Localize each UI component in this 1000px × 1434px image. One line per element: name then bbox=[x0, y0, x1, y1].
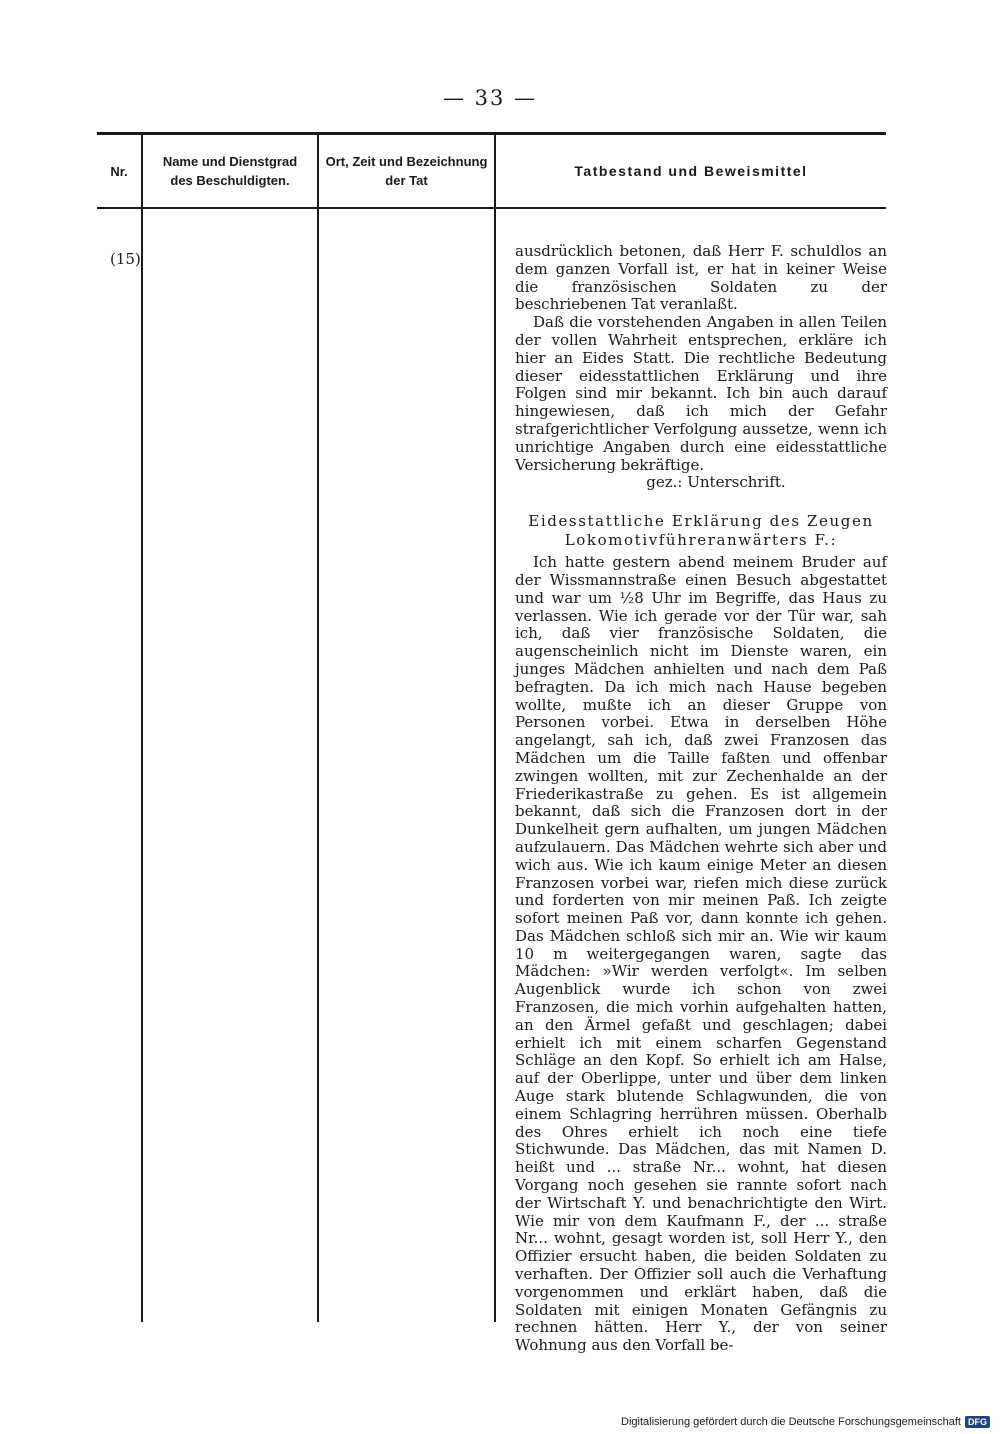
header-nr-label: Nr. bbox=[110, 163, 128, 179]
declaration-heading-line1: Eidesstattliche Erklärung des Zeugen bbox=[528, 512, 874, 531]
header-nr bbox=[97, 135, 141, 207]
declaration-heading bbox=[515, 512, 887, 550]
column-divider-3 bbox=[494, 134, 496, 1322]
header-name-line1: Name und Dienstgrad bbox=[162, 154, 298, 169]
row-number: (15) bbox=[110, 250, 141, 268]
header-name bbox=[143, 135, 317, 207]
header-tatbestand bbox=[496, 135, 886, 207]
page-number: — 33 — bbox=[442, 86, 538, 110]
dfg-logo: DFG bbox=[965, 1416, 990, 1428]
declaration-heading-line2: Lokomotivführeranwärters F.: bbox=[564, 531, 838, 550]
header-tatbestand-label: Tatbestand und Beweismittel bbox=[574, 162, 808, 179]
header-name-line2: des Beschuldigten. bbox=[170, 173, 290, 188]
digitization-credit-text: Digitalisierung gefördert durch die Deutsche Forschungsgemeinschaft bbox=[621, 1416, 961, 1428]
column-divider-1 bbox=[141, 134, 143, 1322]
header-bottom-rule bbox=[97, 207, 886, 209]
paragraph-3: Ich hatte gestern abend meinem Bruder auf der Wissmannstraße einen Besuch abgestattet und war um ½8 Uhr im Begriffe, das Haus zu verlassen. Wie ich gerade vor der Tür war, sah ich, daß vier französische Soldaten, die augenscheinlich nicht im Dienste waren, ein junges Mädchen anhielten und nach dem Paß befragten. Da ich mich nach Hause begeben wollte, mußte ich an dieser Gruppe von Personen vorbei. Etwa in derselben Höhe angelangt, sah ich, daß zwei Franzosen das Mädchen um die Taille faßten und offenbar zwingen wollten, mit zur Zechenhalde an der Friederikastraße zu gehen. Es ist allgemein bekannt, daß sich die Franzosen dort in der Dunkelheit gern aufhalten, um jungen Mädchen aufzulauern. Das Mädchen wehrte sich aber und wich aus. Wie ich kaum einige Meter an diesen Franzosen vorbei war, riefen mich diese zurück und forderten von mir meinen Paß. Ich zeigte sofort meinen Paß vor, dann konnte ich gehen. Das Mädchen schloß sich mir an. Wie wir kaum 10 m weitergegangen waren, sagte das Mädchen: »Wir werden verfolgt«. Im selben Augenblick wurde ich schon von zwei Franzosen, die mich vorhin aufgehalten hatten, an den Ärmel gefaßt und geschlagen; dabei erhielt ich mit einem scharfen Gegenstand Schläge an den Kopf. So erhielt ich am Halse, auf der Oberlippe, unter und über dem linken Auge stark blutende Schlagwunden, die von einem Schlagring herrühren müssen. Oberhalb des Ohres erhielt ich noch eine tiefe Stichwunde. Das Mädchen, das mit Namen D. heißt und ... straße Nr... wohnt, hat diesen Vorgang noch gesehen sie rannte sofort nach der Wirtschaft Y. und benachrichtigte den Wirt. Wie mir von dem Kaufmann F., der ... straße Nr... wohnt, gesagt worden ist, soll Herr Y., den Offizier ersucht haben, die beiden Soldaten zu verhaften. Der Offizier soll auch die Verhaftung vorgenommen und erklärt haben, daß die Soldaten mit einigen Monaten Gefängnis zu rechnen hätten. Herr Y., der von seiner Wohnung aus den Vorfall be- bbox=[515, 553, 887, 1355]
header-ort bbox=[319, 135, 494, 207]
header-ort-line2: der Tat bbox=[385, 173, 428, 188]
header-ort-line1: Ort, Zeit und Bezeichnung bbox=[325, 154, 488, 169]
tatbestand-text bbox=[515, 243, 887, 1355]
paragraph-2: Daß die vorstehenden Angaben in allen Teilen der vollen Wahrheit entsprechen, erkläre ich hier an Eides Statt. Die rechtliche Bedeutung dieser eidesstattlichen Erklärung und ihre Folgen sind mir bekannt. Ich bin auch darauf hingewiesen, daß ich mich der Gefahr strafgerichtlicher Verfolgung aussetze, wenn ich unrichtige Angaben durch eine eidesstattliche Versicherung bekräftige. bbox=[515, 313, 887, 474]
column-divider-2 bbox=[317, 134, 319, 1322]
signature-line: gez.: Unterschrift. bbox=[646, 473, 786, 492]
digitization-credit bbox=[621, 1416, 990, 1428]
paragraph-1: ausdrücklich betonen, daß Herr F. schuldlos an dem ganzen Vorfall ist, er hat in keiner Weise die französischen Soldaten zu der beschriebenen Tat veranlaßt. bbox=[515, 242, 887, 314]
